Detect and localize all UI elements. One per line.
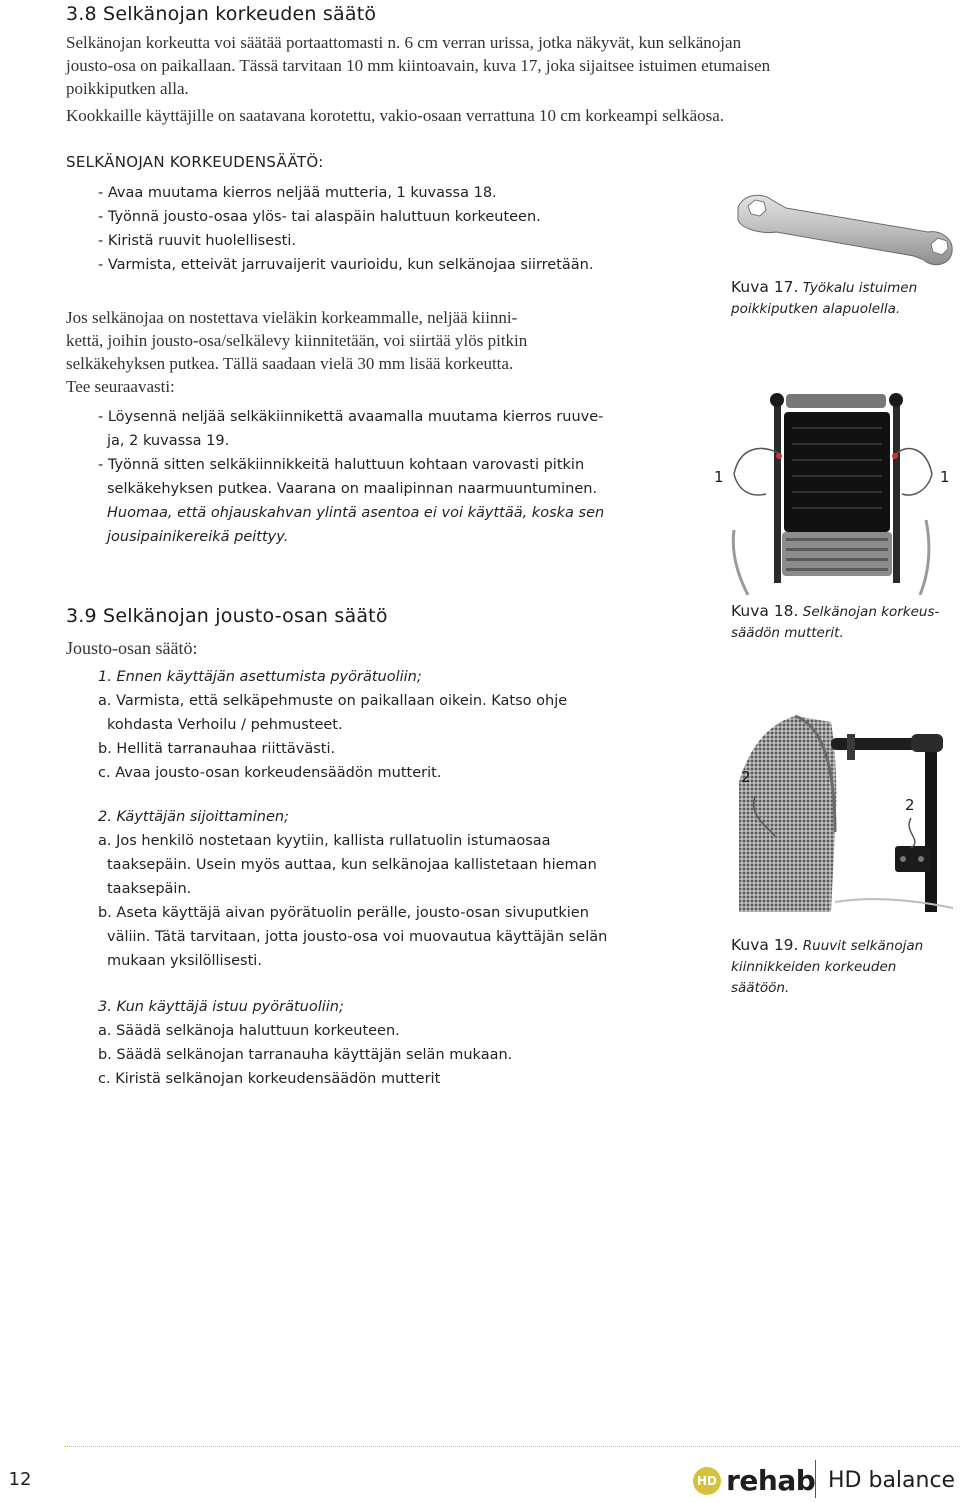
list-item: väliin. Tätä tarvitaan, jotta jousto-osa voi muovautua käyttäjän selän bbox=[107, 929, 608, 945]
warning-line: Huomaa, että ohjauskahvan ylintä asentoa ei voi käyttää, koska sen bbox=[107, 505, 605, 521]
caption-text: säätöön. bbox=[731, 980, 790, 996]
list-item: selkäkehyksen putkea. Vaarana on maalipinnan naarmuuntuminen. bbox=[107, 481, 598, 497]
figure-18-chair-back bbox=[700, 390, 960, 599]
marker-2-right: 2 bbox=[905, 796, 915, 814]
list-item: a. Säädä selkänoja haluttuun korkeuteen. bbox=[98, 1023, 400, 1039]
note-paragraph: Kookkaille käyttäjille on saatavana korotettu, vakio-osaan verrattuna 10 cm korkeampi selkäosa. bbox=[66, 106, 725, 125]
intro-paragraph bbox=[66, 31, 956, 100]
footer-divider bbox=[64, 1446, 960, 1447]
figure-label: Kuva 17. bbox=[731, 278, 799, 296]
caption-text: kiinnikkeiden korkeuden bbox=[731, 959, 897, 975]
list-item: - Avaa muutama kierros neljää mutteria, 1 kuvassa 18. bbox=[98, 185, 497, 201]
figure-17-caption bbox=[731, 277, 917, 320]
wrench-icon bbox=[728, 190, 958, 270]
section-subtitle: Jousto-osan säätö: bbox=[66, 638, 198, 658]
section-title: 3.9 Selkänojan jousto-osan säätö bbox=[66, 605, 388, 627]
list-item: taaksepäin. Usein myös auttaa, kun selkänojaa kallistetaan hieman bbox=[107, 857, 597, 873]
caption-text: poikkiputken alapuolella. bbox=[731, 301, 901, 317]
marker-1-left: 1 bbox=[714, 468, 724, 486]
brand-logo bbox=[693, 1464, 815, 1498]
extra-paragraph bbox=[66, 306, 666, 398]
subheading: SELKÄNOJAN KORKEUDENSÄÄTÖ: bbox=[66, 153, 324, 171]
text-line: Tee seuraavasti: bbox=[66, 377, 175, 396]
group-title: 2. Käyttäjän sijoittaminen; bbox=[98, 809, 289, 825]
list-item: a. Varmista, että selkäpehmuste on paikallaan oikein. Katso ohje bbox=[98, 693, 568, 709]
list-item: - Kiristä ruuvit huolellisesti. bbox=[98, 233, 296, 249]
figure-17-wrench bbox=[728, 190, 958, 274]
group-1-list bbox=[98, 665, 567, 785]
list-item: - Löysennä neljää selkäkiinnikettä avaamalla muutama kierros ruuve- bbox=[98, 409, 604, 425]
brand-name: rehab bbox=[726, 1464, 816, 1497]
page-number: 12 bbox=[8, 1469, 32, 1490]
figure-label: Kuva 19. bbox=[731, 936, 799, 954]
list-item: a. Jos henkilö nostetaan kyytiin, kallista rullatuolin istumaosaa bbox=[98, 833, 551, 849]
group-2-list bbox=[98, 805, 607, 973]
steps-list bbox=[98, 181, 593, 277]
figure-19-side-detail bbox=[735, 712, 957, 931]
list-item: b. Säädä selkänojan tarranauha käyttäjän selän mukaan. bbox=[98, 1047, 513, 1063]
list-item: b. Aseta käyttäjä aivan pyörätuolin perälle, jousto-osan sivuputkien bbox=[98, 905, 589, 921]
list-item: - Varmista, etteivät jarruvaijerit vaurioidu, kun selkänojaa siirretään. bbox=[98, 257, 594, 273]
list-item: - Työnnä sitten selkäkiinnikkeitä haluttuun kohtaan varovasti pitkin bbox=[98, 457, 585, 473]
group-title: 1. Ennen käyttäjän asettumista pyörätuoliin; bbox=[98, 669, 422, 685]
caption-text: Työkalu istuimen bbox=[802, 280, 918, 296]
text-line: jousto-osa on paikallaan. Tässä tarvitaan 10 mm kiintoavain, kuva 17, joka sijaitsee istuimen etumaisen bbox=[66, 56, 771, 75]
list-item: c. Avaa jousto-osan korkeudensäädön mutterit. bbox=[98, 765, 442, 781]
extra-steps-list bbox=[98, 405, 604, 549]
list-item: taaksepäin. bbox=[107, 881, 192, 897]
figure-label: Kuva 18. bbox=[731, 602, 799, 620]
warning-line: jousipainikereikä peittyy. bbox=[107, 529, 289, 545]
figure-19-caption bbox=[731, 935, 923, 999]
caption-text: Selkänojan korkeus- bbox=[802, 604, 940, 620]
list-item: c. Kiristä selkänojan korkeudensäädön mutterit bbox=[98, 1071, 441, 1087]
text-line: poikkiputken alla. bbox=[66, 79, 189, 98]
side-detail-illustration bbox=[735, 712, 957, 927]
text-line: Selkänojan korkeutta voi säätää portaattomasti n. 6 cm verran urissa, jotka näkyvät, kun selkänojan bbox=[66, 33, 742, 52]
marker-1-right: 1 bbox=[940, 468, 950, 486]
list-item: - Työnnä jousto-osaa ylös- tai alaspäin haluttuun korkeuteen. bbox=[98, 209, 541, 225]
brand-mark-icon: HD bbox=[693, 1467, 721, 1495]
marker-2-left: 2 bbox=[741, 768, 751, 786]
figure-18-caption bbox=[731, 601, 939, 644]
group-title: 3. Kun käyttäjä istuu pyörätuoliin; bbox=[98, 999, 344, 1015]
list-item: ja, 2 kuvassa 19. bbox=[107, 433, 230, 449]
list-item: kohdasta Verhoilu / pehmusteet. bbox=[107, 717, 343, 733]
product-name: HD balance bbox=[828, 1468, 956, 1493]
list-item: mukaan yksilöllisesti. bbox=[107, 953, 262, 969]
caption-text: Ruuvit selkänojan bbox=[802, 938, 924, 954]
text-line: kettä, joihin jousto-osa/selkälevy kiinnitetään, voi siirtää ylös pitkin bbox=[66, 331, 528, 350]
caption-text: säädön mutterit. bbox=[731, 625, 844, 641]
group-3-list bbox=[98, 995, 512, 1091]
text-line: selkäkehyksen putkea. Tällä saadaan vielä 30 mm lisää korkeutta. bbox=[66, 354, 514, 373]
section-title: 3.8 Selkänojan korkeuden säätö bbox=[66, 3, 377, 25]
list-item: b. Hellitä tarranauhaa riittävästi. bbox=[98, 741, 336, 757]
chair-back-illustration bbox=[700, 390, 960, 595]
text-line: Jos selkänojaa on nostettava vieläkin korkeammalle, neljää kiinni- bbox=[66, 308, 518, 327]
footer-separator bbox=[815, 1460, 816, 1498]
